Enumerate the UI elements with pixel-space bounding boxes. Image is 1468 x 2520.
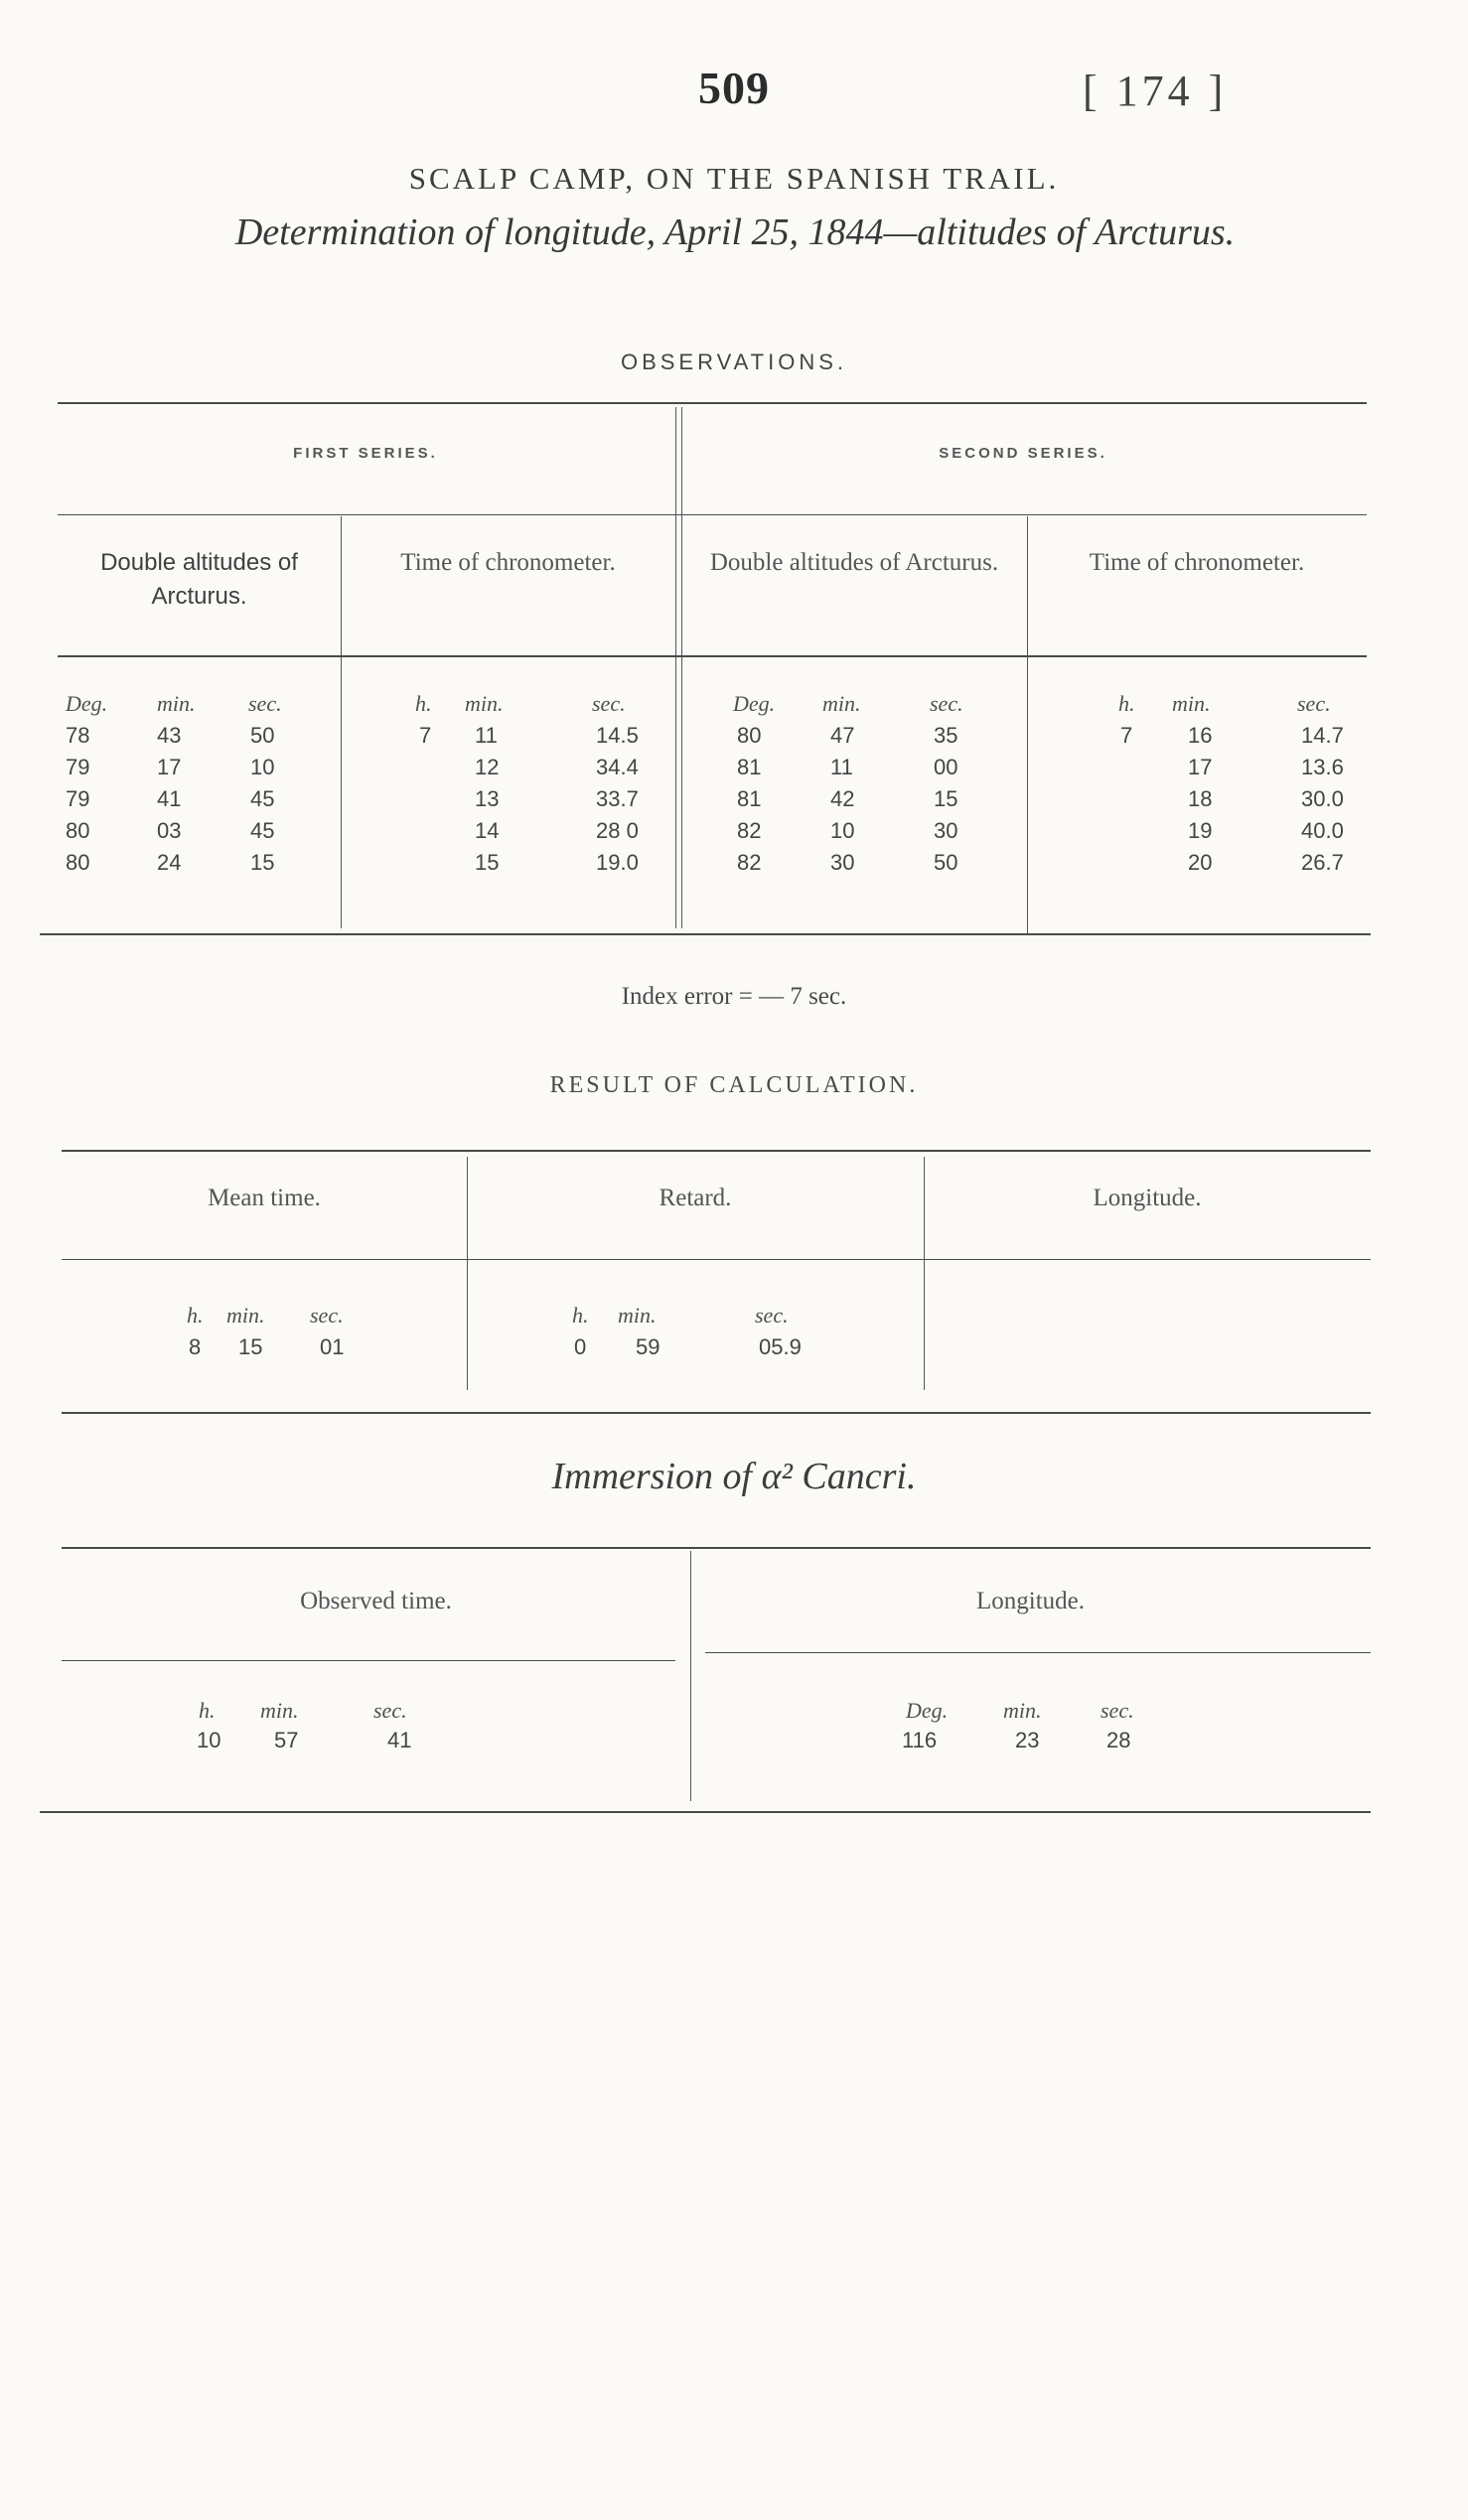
- second-time-cell: 20: [1188, 850, 1213, 875]
- first-altitude-cell: 24: [157, 850, 182, 875]
- index-error: Index error = — 7 sec.: [621, 983, 847, 1010]
- second-altitude-header: Double altitudes of Arcturus.: [709, 549, 999, 576]
- unit-label: h.: [187, 1303, 204, 1328]
- second-altitude-cell: 15: [934, 786, 958, 811]
- second-time-cell: 26.7: [1301, 850, 1344, 875]
- longitude-minutes: 23: [1015, 1728, 1040, 1752]
- second-altitude-cell: 82: [737, 818, 762, 843]
- immersion-header-rule-right: [705, 1652, 1371, 1653]
- unit-label: min.: [465, 691, 504, 716]
- second-altitude-cell: 82: [737, 850, 762, 875]
- second-altitude-cell: 81: [737, 755, 762, 779]
- first-altitude-cell: 17: [157, 755, 182, 779]
- second-altitude-cell: 11: [830, 755, 853, 779]
- result-header-rule: [62, 1259, 1371, 1260]
- unit-label: sec.: [930, 691, 963, 716]
- page-number: 509: [698, 63, 770, 113]
- observed-minutes: 57: [274, 1728, 299, 1752]
- first-altitude-cell: 78: [66, 723, 90, 748]
- unit-label: min.: [618, 1303, 657, 1328]
- second-time-cell: 7: [1120, 723, 1133, 748]
- second-time-cell: 16: [1188, 723, 1213, 748]
- second-time-cell: 13.6: [1301, 755, 1344, 779]
- first-time-cell: 15: [475, 850, 500, 875]
- result-top-rule: [62, 1150, 1371, 1152]
- immersion-title: Immersion of α² Cancri.: [551, 1456, 917, 1497]
- longitude-degrees: 116: [902, 1728, 938, 1752]
- first-time-cell: 12: [475, 755, 500, 779]
- first-time-cell: 34.4: [596, 755, 639, 779]
- immersion-longitude-header: Longitude.: [975, 1588, 1085, 1614]
- unit-label: h.: [415, 691, 432, 716]
- immersion-top-rule: [62, 1547, 1371, 1549]
- unit-label: sec.: [1297, 691, 1331, 716]
- first-time-cell: 11: [475, 723, 498, 748]
- first-altitude-cell: 79: [66, 755, 90, 779]
- immersion-bottom-rule: [40, 1811, 1371, 1813]
- first-time-cell: 14.5: [596, 723, 639, 748]
- first-time-cell: 19.0: [596, 850, 639, 875]
- longitude-seconds: 28: [1106, 1728, 1131, 1752]
- first-time-cell: 14: [475, 818, 500, 843]
- unit-label: min.: [1003, 1698, 1042, 1723]
- first-series-label: FIRST SERIES.: [293, 445, 438, 462]
- first-altitude-cell: 10: [250, 755, 275, 779]
- retard-header: Retard.: [659, 1185, 732, 1211]
- first-altitude-cell: 50: [250, 723, 275, 748]
- first-time-cell: 13: [475, 786, 500, 811]
- second-time-cell: 30.0: [1301, 786, 1344, 811]
- second-altitude-cell: 47: [830, 723, 855, 748]
- second-altitude-cell: 80: [737, 723, 762, 748]
- first-altitude-cell: 80: [66, 818, 90, 843]
- second-altitude-cell: 10: [830, 818, 855, 843]
- header-rule: [58, 655, 1367, 657]
- camp-title: SCALP CAMP, ON THE SPANISH TRAIL.: [408, 161, 1060, 196]
- unit-label: sec.: [592, 691, 626, 716]
- mean-time-header: Mean time.: [208, 1185, 321, 1211]
- observations-title: OBSERVATIONS.: [620, 350, 848, 374]
- second-time-cell: 14.7: [1301, 723, 1344, 748]
- immersion-header-rule-left: [62, 1660, 675, 1661]
- unit-label: sec.: [248, 691, 282, 716]
- unit-label: sec.: [310, 1303, 344, 1328]
- first-altitude-cell: 45: [250, 786, 275, 811]
- second-time-cell: 18: [1188, 786, 1213, 811]
- unit-label: min.: [1172, 691, 1211, 716]
- bracket-page-number: [ 174 ]: [1083, 67, 1228, 115]
- unit-label: h.: [199, 1698, 216, 1723]
- second-altitude-cell: 81: [737, 786, 762, 811]
- second-altitude-cell: 42: [830, 786, 855, 811]
- first-altitude-cell: 15: [250, 850, 275, 875]
- observed-hours: 10: [197, 1728, 221, 1752]
- mean-time-hours: 8: [189, 1334, 202, 1359]
- second-altitude-cell: 35: [934, 723, 958, 748]
- observed-time-header: Observed time.: [300, 1588, 452, 1614]
- first-altitude-cell: 03: [157, 818, 182, 843]
- longitude-header: Longitude.: [1093, 1185, 1202, 1211]
- first-altitude-cell: 43: [157, 723, 182, 748]
- result-title: RESULT OF CALCULATION.: [549, 1072, 919, 1098]
- second-time-cell: 40.0: [1301, 818, 1344, 843]
- unit-label: min.: [822, 691, 861, 716]
- first-altitude-cell: 41: [157, 786, 182, 811]
- first-altitude-cell: 80: [66, 850, 90, 875]
- unit-label: Deg.: [733, 691, 776, 716]
- second-time-cell: 19: [1188, 818, 1213, 843]
- unit-label: sec.: [373, 1698, 407, 1723]
- result-bottom-rule: [62, 1412, 1371, 1414]
- unit-label: Deg.: [906, 1698, 949, 1723]
- unit-label: min.: [260, 1698, 299, 1723]
- first-time-cell: 33.7: [596, 786, 639, 811]
- unit-label: sec.: [1101, 1698, 1134, 1723]
- retard-seconds: 05.9: [759, 1334, 802, 1359]
- observed-seconds: 41: [387, 1728, 412, 1752]
- table-bottom-rule: [40, 933, 1371, 935]
- first-altitude-header: Double altitudes of Arcturus.: [100, 549, 298, 610]
- table-top-rule: [58, 402, 1367, 404]
- unit-label: Deg.: [66, 691, 108, 716]
- first-time-cell: 28 0: [596, 818, 639, 843]
- unit-label: min.: [226, 1303, 265, 1328]
- mean-time-minutes: 15: [238, 1334, 263, 1359]
- second-altitude-cell: 30: [830, 850, 855, 875]
- unit-label: sec.: [755, 1303, 789, 1328]
- unit-label: min.: [157, 691, 196, 716]
- second-altitude-cell: 30: [934, 818, 958, 843]
- first-altitude-cell: 79: [66, 786, 90, 811]
- retard-hours: 0: [574, 1334, 587, 1359]
- series-divider-double: [681, 407, 682, 928]
- second-chronometer-header: Time of chronometer.: [1089, 549, 1305, 576]
- second-altitude-cell: 50: [934, 850, 958, 875]
- first-time-cell: 7: [419, 723, 432, 748]
- first-altitude-cell: 45: [250, 818, 275, 843]
- page-subtitle: Determination of longitude, April 25, 1844—altitudes of Arcturus.: [234, 211, 1236, 253]
- retard-minutes: 59: [636, 1334, 661, 1359]
- second-time-cell: 17: [1188, 755, 1213, 779]
- series-rule: [58, 514, 1367, 515]
- series-divider: [675, 407, 676, 928]
- second-altitude-cell: 00: [934, 755, 958, 779]
- mean-time-seconds: 01: [320, 1334, 345, 1359]
- unit-label: h.: [572, 1303, 589, 1328]
- first-chronometer-header: Time of chronometer.: [400, 549, 616, 576]
- unit-label: h.: [1118, 691, 1135, 716]
- second-series-label: SECOND SERIES.: [939, 445, 1107, 462]
